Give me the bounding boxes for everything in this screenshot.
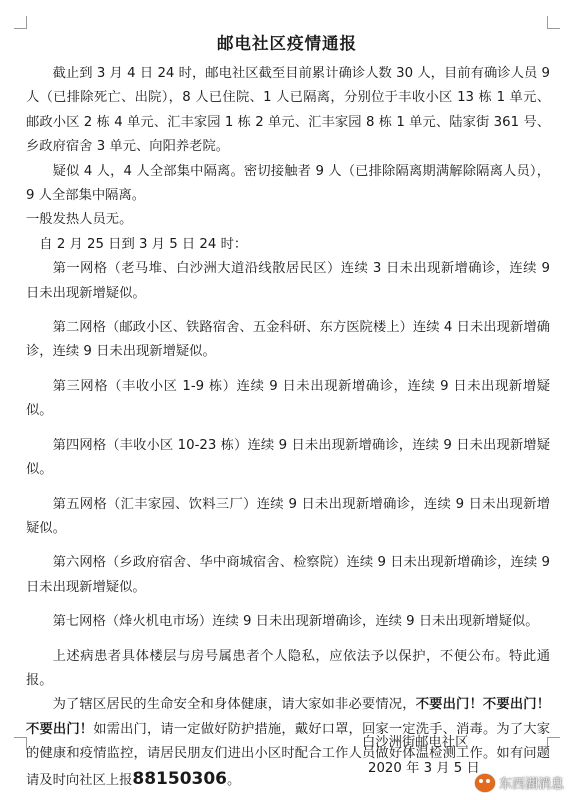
page-corner-mark: [14, 16, 27, 29]
hotline-number: 88150306: [132, 768, 228, 789]
paragraph-suspected-cases: 疑似 4 人，4 人全部集中隔离。密切接触者 9 人（已排除隔离期满解除隔离人员），9 人全部集中隔离。: [26, 163, 550, 204]
paragraph-grid-3: 第三网格（丰收小区 1-9 栋）连续 9 日未出现新增确诊，连续 9 日未出现新增疑似。: [26, 378, 550, 419]
document-body: [26, 62, 550, 793]
paragraph-appeal: [26, 693, 550, 793]
paragraph-grid-2: 第二网格（邮政小区、铁路宿舍、五金科研、东方医院楼上）连续 4 日未出现新增确诊，连续 9 日未出现新增疑似。: [26, 320, 550, 360]
paragraph-privacy: 上述病患者具体楼层与房号属患者个人隐私，应依法予以保护，不便公布。特此通报。: [26, 648, 550, 688]
paragraph-fever: 一般发热人员无。: [26, 212, 133, 228]
signature-org: 白沙洲街邮电社区: [362, 735, 469, 750]
page-corner-mark: [547, 16, 560, 29]
paragraph-grid-5: 第五网格（汇丰家园、饮料三厂）连续 9 日未出现新增确诊，连续 9 日未出现新增疑似。: [26, 496, 550, 536]
appeal-text-2: 如需出门，请一定做好防护措施，戴好口罩，回家一定洗手、消毒。为了大家的健康和疫情监控，请居民朋友们进出小区时配合工作人员做好体温检测工作。如有问题请及时向社区上报: [26, 721, 551, 788]
watermark-text: 东西湖消息: [498, 777, 564, 792]
chat-bubble-icon: [475, 774, 495, 792]
paragraph-grid-7: 第七网格（烽火机电市场）连续 9 日未出现新增确诊，连续 9 日未出现新增疑似。: [52, 614, 539, 630]
paragraph-grid-6: 第六网格（乡政府宿舍、华中商城宿舍、检察院）连续 9 日未出现新增确诊，连续 9 日未出现新增疑似。: [26, 555, 550, 595]
appeal-emphasis: 不要出门！不要出门！不要出门！: [26, 697, 551, 737]
paragraph-grid-1: 第一网格（老马堆、白沙洲大道沿线散居民区）连续 3 日未出现新增确诊，连续 9 日未出现新增疑似。: [26, 261, 550, 301]
signature-date: 2020 年 3 月 5 日: [368, 761, 480, 776]
appeal-end: 。: [227, 772, 241, 788]
document-title: 邮电社区疫情通报: [217, 34, 357, 53]
paragraph-confirmed-cases: 截止到 3 月 4 日 24 时，邮电社区截至目前累计确诊人数 30 人，目前有确诊人员 9 人（已排除死亡、出院），8 人已住院、1 人已隔离，分别位于丰收小区 13 栋 1 单元、邮政小区 2 栋 4 单元、汇丰家园 1 栋 2 单元、汇丰家园 8 栋 1 单元、陆家街 361 号、乡政府宿舍 3 单元、向阳养老院。: [26, 66, 550, 155]
source-watermark: [475, 773, 564, 792]
paragraph-grid-4: 第四网格（丰收小区 10-23 栋）连续 9 日未出现新增确诊，连续 9 日未出现新增疑似。: [26, 437, 550, 478]
paragraph-period: 自 2 月 25 日到 3 月 5 日 24 时：: [39, 236, 248, 252]
appeal-text: 为了辖区居民的生命安全和身体健康，请大家如非必要情况，: [52, 697, 416, 713]
